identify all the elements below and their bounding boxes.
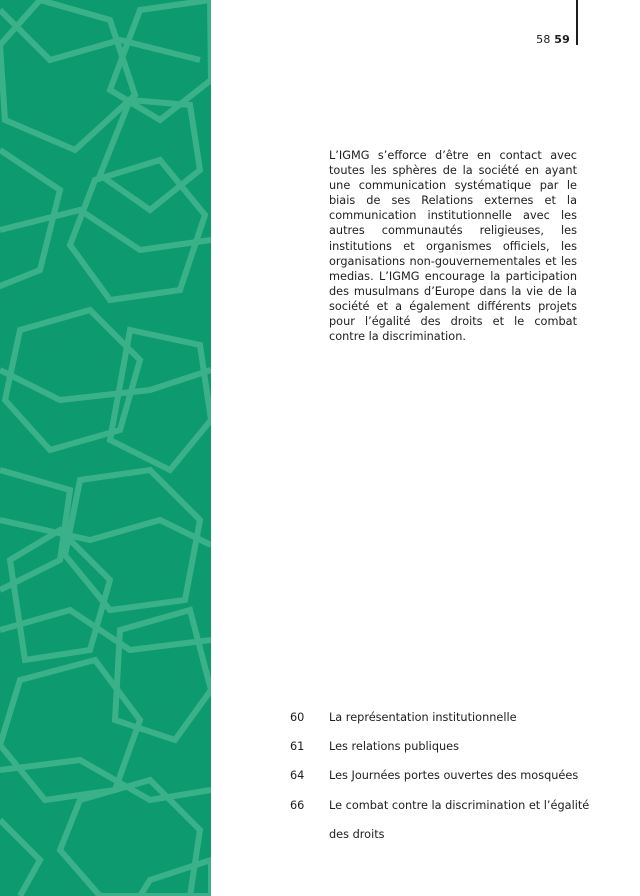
page-numbers (536, 33, 570, 46)
toc-item[interactable] (290, 703, 590, 732)
toc-page-number: 60 (290, 711, 305, 724)
intro-paragraph: L’IGMG s’efforce d’être en contact avec toutes les sphères de la société en ayant une communication systématique par le biais de ses Relations externes et la communication institutionnelle avec les autres communautés religieuses, les institutions et organismes officiels, les organisations non-gouvernementales et les medias. L’IGMG encourage la participation des musulmans d’Europe dans la vie de la société et a également différents projets pour l’égalité des droits et le combat contre la discrimination. (329, 149, 577, 344)
toc-page-number: 61 (290, 740, 305, 754)
toc-item[interactable] (290, 761, 590, 790)
toc-title: Le combat contre la discrimination et l’égalité des droits (329, 798, 590, 841)
toc-page-number: 64 (290, 769, 305, 783)
header-rule (576, 0, 578, 45)
toc-title: Les relations publiques (329, 740, 459, 754)
toc-item[interactable] (290, 732, 590, 761)
toc-item[interactable] (290, 791, 590, 849)
geometric-pattern-icon (0, 0, 211, 896)
table-of-contents (290, 703, 590, 849)
page-number-left: 58 (536, 33, 551, 46)
toc-title: La représentation institutionnelle (329, 711, 517, 724)
toc-page-number: 66 (290, 798, 305, 812)
toc-title: Les Journées portes ouvertes des mosquées (329, 769, 579, 783)
decorative-pattern-panel (0, 0, 211, 896)
page-number-right: 59 (554, 33, 570, 46)
